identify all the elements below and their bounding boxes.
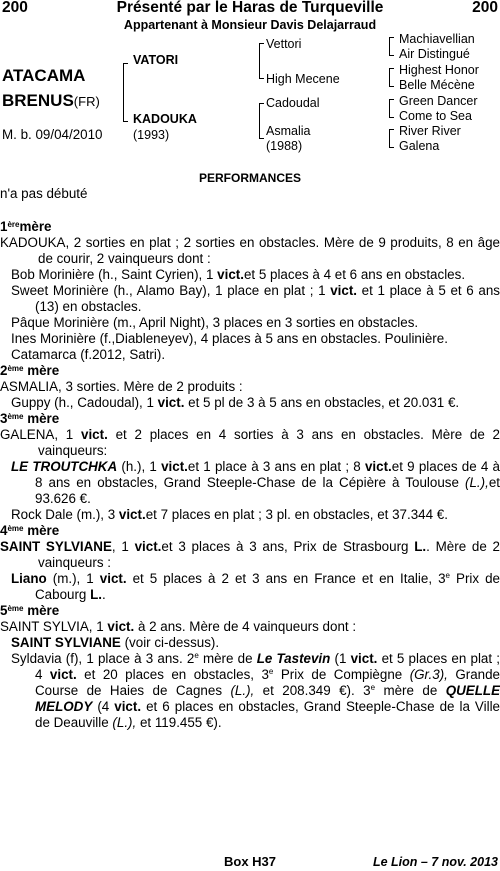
gen3-produce-2: Rock Dale (m.), 3 vict.et 7 places en plat ; 3 pl. en obstacles, et 37.344 €.	[11, 507, 448, 522]
pedigree-bracket-sire	[259, 43, 264, 79]
horse-origin: (FR)	[73, 94, 100, 109]
horse-details: M. b. 09/04/2010	[2, 127, 103, 142]
gen1-produce-1: Bob Morinière (h., Saint Cyrien), 1 vict.et 5 places à 4 et 6 ans en obstacles.	[11, 267, 466, 282]
gen1-main: KADOUKA, 2 sorties en plat ; 2 sorties en obstacles. Mère de 9 produits, 8 en âge de courir, 2 vainqueurs dont :	[0, 235, 500, 266]
lot-number-left: 200	[2, 0, 28, 16]
pedigree-sire-sire: Vettori	[266, 37, 302, 51]
gen3-main: GALENA, 1 vict. et 2 places en 4 sorties à 3 ans en obstacles. Mère de 2 vainqueurs:	[0, 427, 500, 458]
pedigree-bracket-g3-1	[389, 37, 394, 56]
performances-text: n'a pas débuté	[0, 186, 88, 201]
pedigree-bracket-gen1	[123, 63, 128, 122]
pedigree-dam-dam-year: (1988)	[266, 139, 303, 153]
pedigree-bracket-g3-4	[389, 129, 394, 148]
gen2-heading: 2ème mère	[0, 363, 60, 378]
gen2-main: ASMALIA, 3 sorties. Mère de 2 produits :	[0, 379, 243, 394]
pedigree-bracket-dam	[259, 103, 264, 139]
gen1-produce-3: Pâque Morinière (m., April Night), 3 places en 3 sorties en obstacles.	[11, 315, 419, 330]
gen1-produce-5: Catamarca (f.2012, Satri).	[11, 347, 166, 362]
horse-name-line2: BRENUS	[2, 91, 74, 110]
footer-sale-info: Le Lion – 7 nov. 2013	[372, 855, 498, 869]
pedigree-sss: Machiavellian	[399, 32, 475, 46]
pedigree-dam: KADOUKA	[133, 112, 197, 126]
pedigree-sdd: Belle Mécène	[399, 78, 475, 92]
footer-box-number: Box H37	[223, 854, 277, 869]
gen2-produce-1: Guppy (h., Cadoudal), 1 vict. et 5 pl de 3 à 5 ans en obstacles, et 20.031 €.	[11, 395, 460, 410]
pedigree-sire-dam: High Mecene	[266, 72, 340, 86]
gen3-produce-1: LE TROUTCHKA (h.), 1 vict.et 1 place à 3 ans en plat ; 8 vict.et 9 places de 4 à 8 ans en obstacles, Grand Steeple-Chase de la Cépière à Toulouse (L.),et 93.626 €.	[11, 459, 500, 506]
horse-name-line2-wrap	[2, 91, 100, 112]
gen4-heading: 4ème mère	[0, 523, 60, 538]
gen4-produce-1: Liano (m.), 1 vict. et 5 places à 2 et 3 ans en France et en Italie, 3e Prix de Cabourg L..	[11, 571, 500, 602]
gen1-heading: 1èremère	[0, 219, 52, 234]
page-title: Présenté par le Haras de Turqueville	[116, 0, 384, 16]
lot-number-right: 200	[472, 0, 498, 16]
dam-line-section	[0, 219, 500, 731]
pedigree-dds: River River	[399, 124, 461, 138]
pedigree-dam-dam: Asmalia	[266, 124, 311, 138]
pedigree-dam-sire: Cadoudal	[266, 96, 320, 110]
gen5-main: SAINT SYLVIA, 1 vict. à 2 ans. Mère de 4 vainqueurs dont :	[0, 619, 357, 634]
gen4-main: SAINT SYLVIANE, 1 vict.et 3 places à 3 ans, Prix de Strasbourg L.. Mère de 2 vainqueurs :	[0, 539, 500, 570]
pedigree-sds: Highest Honor	[399, 63, 479, 77]
gen1-produce-4: Ines Morinière (f.,Diableneyev), 4 places à 5 ans en obstacles. Poulinière.	[11, 331, 448, 346]
pedigree-dss: Green Dancer	[399, 94, 478, 108]
pedigree-dsd: Come to Sea	[399, 109, 472, 123]
gen1-produce-2: Sweet Morinière (h., Alamo Bay), 1 place en plat ; 1 vict. et 1 place à 5 et 6 ans (13) en obstacles.	[11, 283, 500, 314]
owner-line: Appartenant à Monsieur Davis Delajarraud	[123, 18, 377, 32]
pedigree-ddd: Galena	[399, 139, 440, 153]
pedigree-bracket-g3-3	[389, 99, 394, 118]
gen5-produce-2: Syldavia (f), 1 place à 3 ans. 2e mère de Le Tastevin (1 vict. et 5 places en plat ; 4 vict. et 20 places en obstacles, 3e Prix de Compiègne (Gr.3), Grande Course de Haies de Cagnes (L.), et 208.349 €). 3e mère de QUELLE MELODY (4 vict. et 6 places en obstacles, Grand Steeple-Chase de la Ville de Deauville (L.), et 119.455 €).	[11, 651, 500, 730]
gen5-produce-1: SAINT SYLVIANE (voir ci-dessus).	[11, 635, 220, 650]
pedigree-sire: VATORI	[133, 53, 179, 67]
gen5-heading: 5ème mère	[0, 603, 60, 618]
horse-name-line1: ATACAMA	[2, 66, 86, 85]
gen3-heading: 3ème mère	[0, 411, 60, 426]
pedigree-dam-year: (1993)	[133, 128, 170, 142]
pedigree-ssd: Air Distingué	[399, 47, 470, 61]
pedigree-bracket-g3-2	[389, 68, 394, 87]
performances-heading: PERFORMANCES	[198, 171, 301, 185]
